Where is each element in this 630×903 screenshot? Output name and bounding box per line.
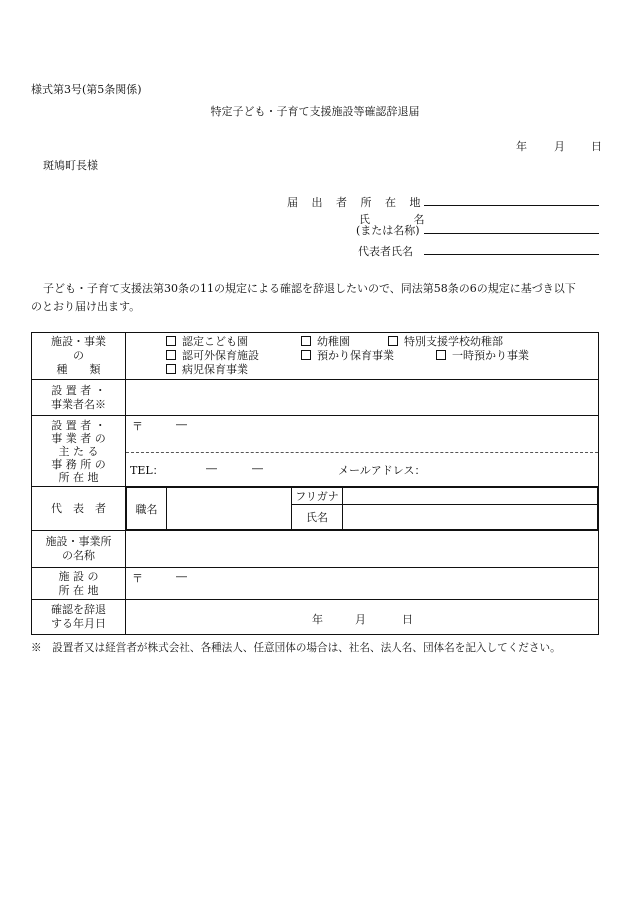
facility-postal-dash: ― xyxy=(176,570,187,583)
email-label: メールアドレス： xyxy=(338,464,426,477)
footnote: ※ 設置者又は経営者が株式会社、各種法人、任意団体の場合は、社名、法人名、団体名を記入してください。 xyxy=(31,642,561,654)
checkbox-icon[interactable] xyxy=(166,364,176,374)
representative-cell xyxy=(126,487,599,531)
facility-name-field[interactable] xyxy=(126,531,599,568)
facility-type-options xyxy=(126,333,599,380)
row-office-address xyxy=(32,416,599,487)
facility-address-field[interactable] xyxy=(126,568,599,600)
representative-label: 代 表 者 xyxy=(32,487,126,531)
addressee: 斑鳩町長様 xyxy=(43,159,98,172)
notifier-rep-label: 代表者氏名 xyxy=(358,245,413,258)
notifier-rep-line[interactable] xyxy=(424,254,599,255)
office-contact-row xyxy=(126,452,598,486)
application-table xyxy=(31,332,599,635)
office-address-field[interactable] xyxy=(126,416,598,452)
postal-mark: 〒 xyxy=(132,420,143,433)
notifier-name-line[interactable] xyxy=(424,233,599,234)
date-day-label: 日 xyxy=(591,140,602,153)
option-byouji-hoiku[interactable]: 病児保育事業 xyxy=(166,363,248,377)
row-facility-address xyxy=(32,568,599,600)
checkbox-icon[interactable] xyxy=(436,350,446,360)
operator-name-field[interactable] xyxy=(126,380,599,416)
tel-dash-2: ― xyxy=(252,462,263,475)
option-ninkagai-hoiku[interactable]: 認可外保育施設 xyxy=(166,349,259,363)
rep-name-label: 氏名 xyxy=(292,505,343,530)
checkbox-icon[interactable] xyxy=(166,336,176,346)
option-azukari-hoiku[interactable]: 預かり保育事業 xyxy=(301,349,394,363)
postal-dash: ― xyxy=(176,418,187,431)
office-address-cell xyxy=(126,416,599,487)
checkbox-icon[interactable] xyxy=(388,336,398,346)
furigana-label: フリガナ xyxy=(292,488,343,505)
furigana-field[interactable] xyxy=(343,488,598,505)
checkbox-icon[interactable] xyxy=(301,350,311,360)
row-withdraw-date xyxy=(32,600,599,635)
withdraw-date-field[interactable] xyxy=(126,600,599,635)
withdraw-date-label: 確認を辞退 する年月日 xyxy=(32,600,126,635)
option-tokubetsu-shien[interactable]: 特別支援学校幼稚部 xyxy=(388,335,503,349)
option-youchien[interactable]: 幼稚園 xyxy=(301,335,350,349)
date-year-label: 年 xyxy=(516,140,527,153)
notifier-address-line[interactable] xyxy=(424,205,599,206)
job-title-field[interactable] xyxy=(167,488,292,530)
checkbox-icon[interactable] xyxy=(166,350,176,360)
withdraw-day-label: 日 xyxy=(402,613,413,626)
notifier-name-alt-label: (または名称) xyxy=(356,224,420,237)
rep-name-field[interactable] xyxy=(343,505,598,530)
date-month-label: 月 xyxy=(554,140,565,153)
job-title-label: 職名 xyxy=(127,488,167,530)
facility-address-label: 施 設 の 所 在 地 xyxy=(32,568,126,600)
facility-name-label: 施設・事業所 の名称 xyxy=(32,531,126,568)
withdraw-month-label: 月 xyxy=(355,613,366,626)
withdraw-year-label: 年 xyxy=(312,613,323,626)
body-text-line-2: のとおり届け出ます。 xyxy=(31,300,141,313)
page-title: 特定子ども・子育て支援施設等確認辞退届 xyxy=(210,105,420,118)
option-ichiji-azukari[interactable]: 一時預かり事業 xyxy=(436,349,529,363)
notifier-address-label: 届 出 者 所 在 地 xyxy=(287,196,426,209)
row-facility-type xyxy=(32,333,599,380)
tel-label: TEL： xyxy=(130,464,164,477)
row-representative xyxy=(32,487,599,531)
option-nintei-kodomoen[interactable]: 認定こども園 xyxy=(166,335,248,349)
notifier-name-label: 氏 名 xyxy=(359,213,445,226)
office-address-label: 設 置 者 ・ 事 業 者 の 主 た る 事 務 所 の 所 在 地 xyxy=(32,416,126,487)
checkbox-icon[interactable] xyxy=(301,336,311,346)
row-operator-name xyxy=(32,380,599,416)
facility-postal-mark: 〒 xyxy=(132,572,143,585)
row-facility-name xyxy=(32,531,599,568)
form-number: 様式第3号(第5条関係) xyxy=(31,83,142,96)
tel-dash-1: ― xyxy=(206,462,217,475)
facility-type-label: 施設・事業 の 種 類 xyxy=(32,333,126,380)
operator-name-label: 設 置 者 ・ 事業者名※ xyxy=(32,380,126,416)
body-text-line-1: 子ども・子育て支援法第30条の11の規定による確認を辞退したいので、同法第58条の6の規定に基づき以下 xyxy=(43,282,576,295)
